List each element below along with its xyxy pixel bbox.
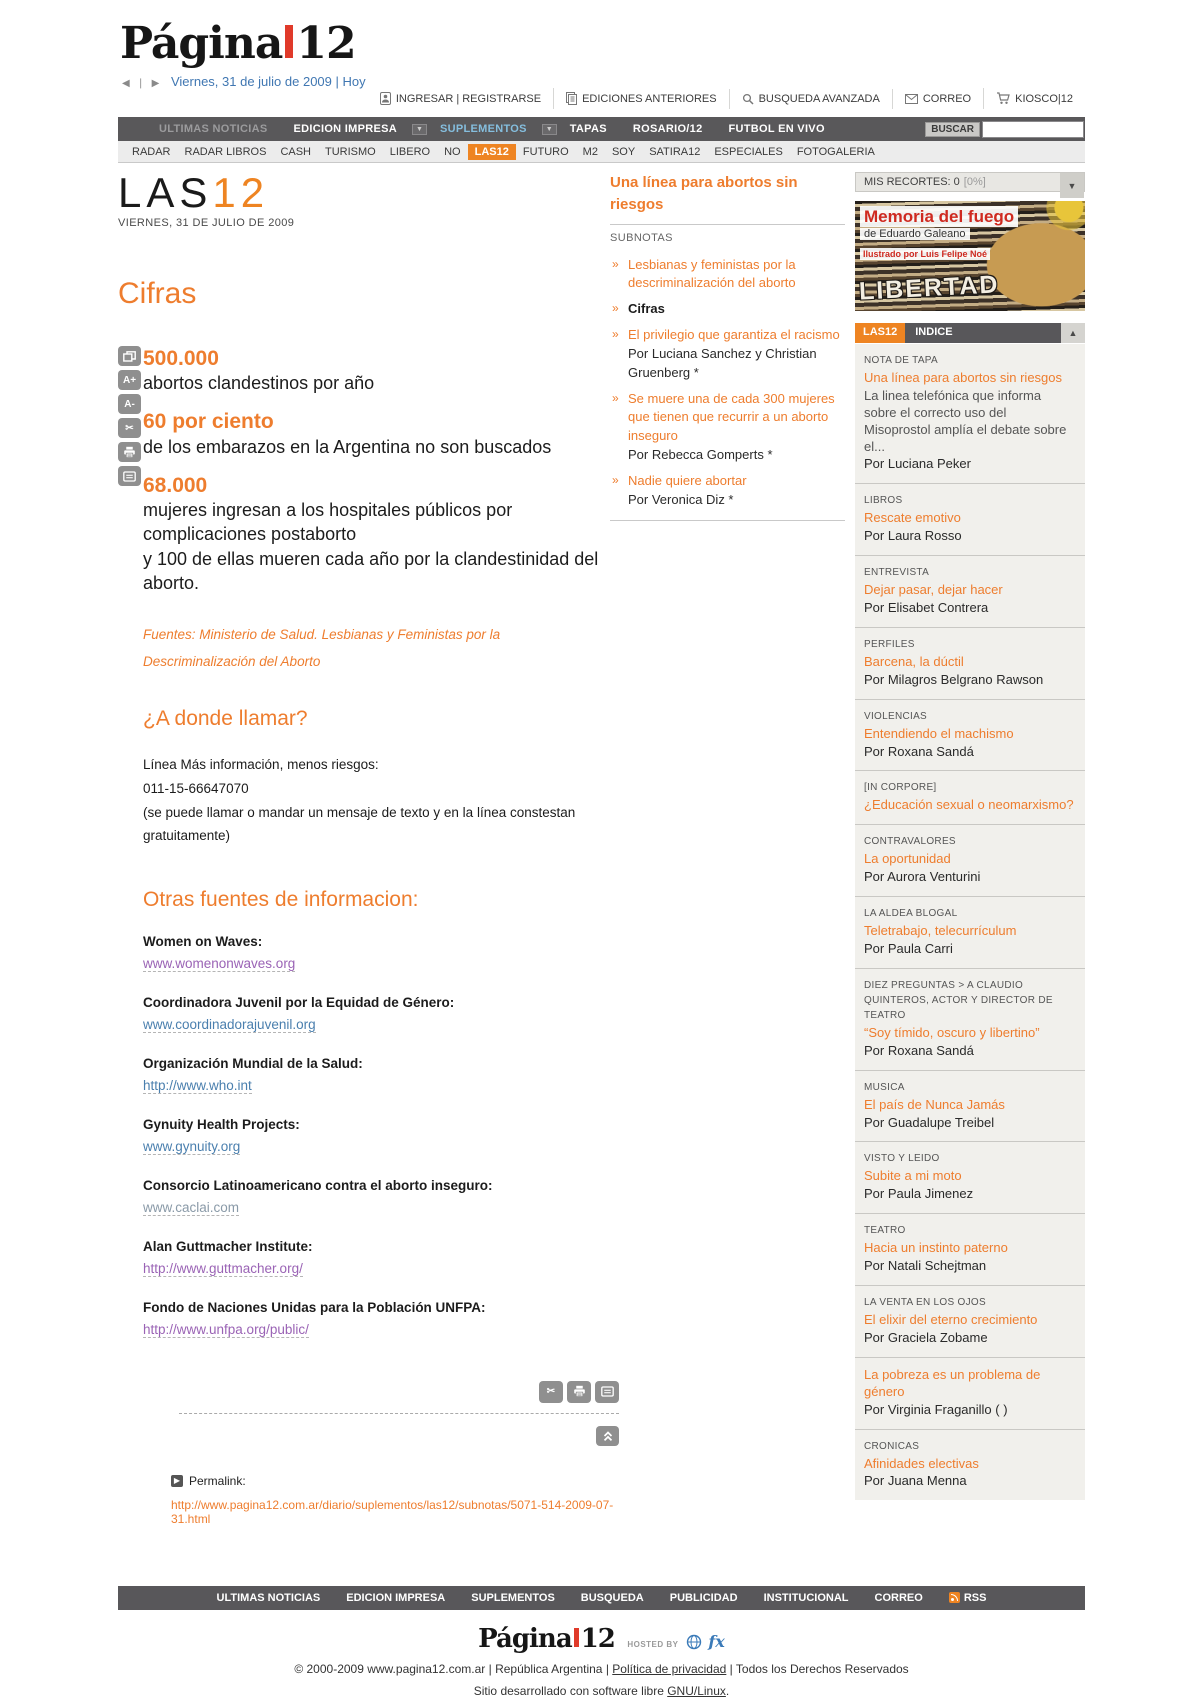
indice-item <box>855 700 1085 772</box>
indice-article-link[interactable]: Subite a mi moto <box>864 1168 962 1184</box>
source-link[interactable]: www.gynuity.org <box>143 1138 241 1154</box>
indice-category: TEATRO <box>864 1225 906 1237</box>
indice-author: Por Luciana Peker <box>864 456 971 472</box>
dev-text: . <box>725 1683 730 1698</box>
source-item <box>143 1056 619 1095</box>
permalink-row <box>171 1474 619 1488</box>
nav-rosario12[interactable]: ROSARIO/12 <box>632 123 703 135</box>
indice-article-link[interactable]: “Soy tímido, oscuro y libertino” <box>864 1024 1040 1040</box>
ad-illustrator-credit: Ilustrado por Luis Felipe Noé <box>860 248 990 260</box>
subnotas-column <box>610 172 845 1526</box>
nav-futbol-en-vivo[interactable]: FUTBOL EN VIVO <box>728 123 825 135</box>
mail-link[interactable]: CORREO <box>892 89 983 109</box>
dev-text: Sitio desarrollado con software libre <box>473 1683 668 1698</box>
indice-author: Por Aurora Venturini <box>864 869 981 885</box>
stat-2-number: 60 por ciento <box>143 410 274 434</box>
source-link[interactable]: http://www.unfpa.org/public/ <box>143 1321 309 1337</box>
open-window-button[interactable] <box>118 346 141 366</box>
indice-item <box>855 825 1085 897</box>
source-item <box>143 934 619 973</box>
indice-author: Por Roxana Sandá <box>864 743 974 759</box>
indice-author: Por Natali Schejtman <box>864 1258 987 1274</box>
indice-desc: La linea telefónica que informa sobre el correcto uso del Misoprostol amplía el debate sobre el... <box>864 387 1067 454</box>
window-icon <box>123 351 136 362</box>
indice-article-link[interactable]: Barcena, la dúctil <box>864 653 964 669</box>
subnav-radar-libros[interactable]: RADAR LIBROS <box>184 145 267 158</box>
indice-article-link[interactable]: Hacia un instinto paterno <box>864 1240 1008 1256</box>
divider <box>610 520 845 521</box>
mis-recortes-label: MIS RECORTES: 0 <box>864 176 960 188</box>
subnota-link[interactable]: El privilegio que garantiza el racismo <box>628 327 840 343</box>
indice-category: MUSICA <box>864 1081 905 1093</box>
llamar-line-1: Línea Más información, menos riesgos: <box>143 757 379 773</box>
indice-author: Por Roxana Sandá <box>864 1042 974 1058</box>
subnota-current: Cifras <box>628 301 665 317</box>
nav-tapas[interactable]: TAPAS <box>569 123 607 135</box>
footer-institucional[interactable]: INSTITUCIONAL <box>763 1591 849 1604</box>
llamar-info <box>143 753 619 848</box>
source-label: Women on Waves: <box>143 933 263 949</box>
subnota-item <box>610 326 845 383</box>
clip-button[interactable] <box>118 418 141 438</box>
mis-recortes-bar <box>855 172 1085 192</box>
edition-date[interactable]: Viernes, 31 de julio de 2009 <box>170 74 332 89</box>
footer-busqueda[interactable]: BUSQUEDA <box>580 1591 644 1604</box>
subnav-libero[interactable]: LIBERO <box>389 145 431 158</box>
permalink-url[interactable]: http://www.pagina12.com.ar/diario/suplementos/las12/subnotas/5071-514-2009-07-31.html <box>171 1497 614 1526</box>
indice-category: DIEZ PREGUNTAS > A CLAUDIO QUINTEROS, ACTOR Y DIRECTOR DE TEATRO <box>864 979 1053 1021</box>
host-name[interactable]: fx <box>708 1631 725 1651</box>
cart-icon <box>996 92 1010 105</box>
bullet-icon: » <box>612 390 619 405</box>
sources-note: Fuentes: Ministerio de Salud. Lesbianas y Feministas por la Descriminalización del Aborto <box>143 627 501 670</box>
footer-suplementos[interactable]: SUPLEMENTOS <box>471 1591 555 1604</box>
bullet-icon: » <box>612 256 619 271</box>
indice-category: NOTA DE TAPA <box>864 355 938 366</box>
supplements-nav <box>118 141 1085 163</box>
stat-2-text: de los embarazos en la Argentina no son buscados <box>143 436 552 457</box>
indice-item <box>855 1430 1085 1501</box>
font-increase-button[interactable]: A+ <box>118 370 141 390</box>
indice-article-link[interactable]: Dejar pasar, dejar hacer <box>864 582 1003 598</box>
indice-article-link[interactable]: Rescate emotivo <box>864 510 961 526</box>
indice-collapse-button[interactable]: ▲ <box>1061 323 1085 343</box>
indice-article-link[interactable]: Una línea para abortos sin riesgos <box>864 370 1063 385</box>
nav-edicion-impresa[interactable]: EDICION IMPRESA <box>293 123 397 135</box>
subnav-futuro[interactable]: FUTURO <box>522 145 569 158</box>
stat-3-number: 68.000 <box>143 473 208 497</box>
printer-icon <box>123 446 136 459</box>
indice-las12-tab: LAS12 <box>855 323 905 343</box>
search-input[interactable] <box>982 121 1084 138</box>
indice-item <box>855 771 1085 825</box>
source-link[interactable]: www.womenonwaves.org <box>143 955 296 971</box>
subnotas-list <box>610 256 845 510</box>
indice-list <box>855 343 1085 1500</box>
printer-icon <box>573 1385 586 1398</box>
indice-author: Por Graciela Zobame <box>864 1329 988 1345</box>
source-item <box>143 995 619 1034</box>
kiosco-link[interactable]: KIOSCO|12 <box>983 88 1085 109</box>
subnota-item <box>610 390 845 465</box>
footer-logo-row <box>118 1624 1085 1654</box>
indice-author: Por Paula Jimenez <box>864 1186 974 1202</box>
subnota-author: Por Luciana Sanchez y Christian Gruenberg * <box>628 345 817 380</box>
date-separator: | <box>335 74 343 89</box>
subnota-item <box>610 256 845 294</box>
subnota-link[interactable]: Lesbianas y feministas por la descriminalización del aborto <box>628 256 796 291</box>
las12-logo: LAS12 <box>118 169 270 216</box>
source-label: Consorcio Latinoamericano contra el aborto inseguro: <box>143 1177 493 1193</box>
privacy-policy-link[interactable]: Política de privacidad <box>612 1661 727 1676</box>
indice-article-link[interactable]: Entendiendo el machismo <box>864 725 1014 741</box>
article-tools <box>118 346 141 1526</box>
subnav-fotogaleria[interactable]: FOTOGALERIA <box>796 145 875 158</box>
indice-item <box>855 628 1085 700</box>
indice-item <box>855 897 1085 969</box>
source-item <box>143 1239 619 1278</box>
rss-icon <box>949 1592 960 1603</box>
indice-category: VIOLENCIAS <box>864 710 928 722</box>
indice-article-link[interactable]: Afinidades electivas <box>864 1455 979 1471</box>
pagina12-footer-logo[interactable]: Página 12 <box>478 1623 615 1654</box>
indice-item <box>855 484 1085 556</box>
host-globe-icon <box>686 1634 702 1650</box>
print-button[interactable] <box>567 1381 591 1403</box>
print-button[interactable] <box>118 442 141 462</box>
gnu-linux-link[interactable]: GNU/Linux <box>667 1683 726 1698</box>
indice-article-link[interactable]: Teletrabajo, telecurrículum <box>864 923 1017 939</box>
mis-recortes-percent: [0%] <box>963 176 986 188</box>
subnotas-label: SUBNOTAS <box>610 231 673 244</box>
footer-publicidad[interactable]: PUBLICIDAD <box>669 1591 738 1604</box>
source-label: Fondo de Naciones Unidas para la Población UNFPA: <box>143 1299 486 1315</box>
otras-fuentes-heading: Otras fuentes de informacion: <box>143 887 419 911</box>
indice-category: CRONICAS <box>864 1440 920 1452</box>
supplement-date: VIERNES, 31 DE JULIO DE 2009 <box>118 217 295 229</box>
logo-red-bar <box>574 1628 579 1647</box>
indice-author: Por Laura Rosso <box>864 528 962 544</box>
footer-rss: RSS <box>949 1592 987 1604</box>
article-column <box>118 169 614 1526</box>
footer-dev-note <box>118 1684 1085 1698</box>
edition-prev-next-arrows[interactable]: ◀ ❘ ▶ <box>122 78 162 89</box>
indice-author: Por Guadalupe Treibel <box>864 1114 995 1130</box>
date-row <box>118 74 1085 89</box>
today-link[interactable]: Hoy <box>342 74 366 89</box>
subnav-soy[interactable]: SOY <box>611 145 636 158</box>
footer-correo[interactable]: CORREO <box>874 1591 923 1604</box>
editions-icon <box>566 92 577 105</box>
indice-category: LIBROS <box>864 495 903 507</box>
article-body <box>141 346 619 1526</box>
ad-title: Memoria del fuego <box>860 206 1018 227</box>
stat-1-number: 500.000 <box>143 347 219 370</box>
mail-icon <box>905 94 918 104</box>
font-decrease-button[interactable]: A- <box>118 394 141 414</box>
footer-ultimas-noticias[interactable]: ULTIMAS NOTICIAS <box>216 1591 321 1604</box>
indice-category: VISTO Y LEIDO <box>864 1153 940 1165</box>
stat-1 <box>143 346 619 395</box>
email-article-button[interactable] <box>118 466 141 486</box>
ad-author: de Eduardo Galeano <box>860 228 970 240</box>
main-nav <box>118 117 1085 141</box>
advanced-search-link[interactable]: BUSQUEDA AVANZADA <box>729 89 892 109</box>
bullet-icon: » <box>612 472 619 487</box>
footer-copyright <box>118 1662 1085 1676</box>
footer-edicion-impresa[interactable]: EDICION IMPRESA <box>346 1591 446 1604</box>
clip-button[interactable] <box>539 1381 563 1403</box>
utility-nav <box>368 88 1085 109</box>
subnav-no[interactable]: NO <box>444 145 461 158</box>
nav-suplementos[interactable]: SUPLEMENTOS <box>439 123 527 135</box>
site-header <box>118 0 1085 117</box>
indice-item <box>855 1286 1085 1358</box>
stat-1-text: abortos clandestinos por año <box>143 373 375 394</box>
indice-label-tab: INDICE <box>905 323 1061 343</box>
indice-item <box>855 1142 1085 1214</box>
stat-2 <box>143 409 619 458</box>
note-icon <box>123 471 136 482</box>
subnav-cash[interactable]: CASH <box>280 145 311 158</box>
indice-author: Por Juana Menna <box>864 1473 967 1489</box>
subnav-especiales[interactable]: ESPECIALES <box>714 145 783 158</box>
source-item <box>143 1178 619 1217</box>
article-title: Cifras <box>118 277 197 310</box>
subnota-item <box>610 472 845 510</box>
hosted-by-label: HOSTED BY <box>627 1639 679 1649</box>
source-label: Alan Guttmacher Institute: <box>143 1238 313 1254</box>
recortes-dropdown-button[interactable]: ▼ <box>1060 173 1084 198</box>
indice-author: Por Virginia Fraganillo ( ) <box>864 1401 1008 1417</box>
indice-author: Por Milagros Belgrano Rawson <box>864 671 1044 687</box>
scissors-icon: ✂ <box>546 1386 556 1398</box>
indice-category: [IN CORPORE] <box>864 782 937 794</box>
subnota-link[interactable]: Nadie quiere abortar <box>628 472 747 488</box>
indice-item <box>855 1214 1085 1286</box>
logo-red-bar <box>285 25 293 58</box>
search-icon <box>742 93 754 105</box>
indice-item <box>855 556 1085 628</box>
stat-3-text: mujeres ingresan a los hospitales públicos por complicaciones postaborto <box>143 500 513 545</box>
subnav-satira12[interactable]: SATIRA12 <box>649 145 701 158</box>
source-item <box>143 1117 619 1156</box>
footer-nav <box>118 1586 1085 1610</box>
indice-item <box>855 1071 1085 1143</box>
share-row <box>179 1381 619 1414</box>
user-icon <box>380 92 391 105</box>
llamar-line-3: (se puede llamar o mandar un mensaje de texto y en la línea constestan gratuitamente) <box>143 804 576 844</box>
bullet-icon: » <box>612 301 619 316</box>
search-button[interactable]: BUSCAR <box>925 122 980 137</box>
subnav-m2[interactable]: M2 <box>582 145 598 158</box>
share-block <box>179 1381 619 1446</box>
source-link[interactable]: http://www.who.int <box>143 1077 252 1093</box>
llamar-phone: 011-15-66647070 <box>143 780 249 796</box>
nav-ultimas-noticias[interactable]: ULTIMAS NOTICIAS <box>159 123 268 135</box>
subnav-radar[interactable]: RADAR <box>132 145 171 158</box>
logo-text-left: Página <box>120 18 283 69</box>
subnota-link[interactable]: Se muere una de cada 300 mujeres que tienen que recurrir a un aborto inseguro <box>628 390 835 444</box>
previous-editions-link[interactable]: EDICIONES ANTERIORES <box>553 88 728 109</box>
source-item <box>143 1300 619 1339</box>
permalink-label: Permalink: <box>189 1473 246 1488</box>
subnav-las12-active[interactable]: LAS12 <box>468 144 516 160</box>
bullet-icon: » <box>612 327 619 342</box>
source-label: Gynuity Health Projects: <box>143 1116 300 1132</box>
login-register-link[interactable]: INGRESAR | REGISTRARSE <box>368 88 553 109</box>
source-label: Coordinadora Juvenil por la Equidad de Género: <box>143 994 455 1010</box>
indice-category: LA VENTA EN LOS OJOS <box>864 1297 986 1309</box>
indice-item <box>855 1358 1085 1430</box>
indice-article-link[interactable]: ¿Educación sexual o neomarxismo? <box>864 797 1074 813</box>
indice-article-link[interactable]: La pobreza es un problema de género <box>864 1366 1041 1399</box>
pagina12-logo[interactable] <box>118 0 1085 69</box>
indice-article-link[interactable]: La oportunidad <box>864 851 951 867</box>
logo-text-right: 12 <box>296 18 356 69</box>
source-link[interactable]: http://www.guttmacher.org/ <box>143 1260 303 1276</box>
sidebar <box>855 172 1085 1526</box>
copyright-text: | Todos los Derechos Reservados <box>726 1661 909 1676</box>
indice-item <box>855 969 1085 1071</box>
subnav-turismo[interactable]: TURISMO <box>325 145 376 158</box>
subnota-author: Por Veronica Diz * <box>628 491 734 507</box>
llamar-heading: ¿A donde llamar? <box>143 707 308 731</box>
edicion-impresa-dropdown-icon[interactable]: ▼ <box>412 124 427 135</box>
subnota-author: Por Rebecca Gomperts * <box>628 447 773 463</box>
book-ad-banner[interactable] <box>855 201 1085 311</box>
stat-3 <box>143 473 619 595</box>
subnota-item-current <box>610 300 845 319</box>
indice-category: CONTRAVALORES <box>864 836 956 848</box>
indice-author: Por Paula Carri <box>864 941 953 957</box>
permalink-icon: ▶ <box>171 1475 183 1487</box>
indice-author: Por Elisabet Contrera <box>864 600 989 616</box>
indice-category: ENTREVISTA <box>864 567 930 579</box>
indice-article-link[interactable]: El elixir del eterno crecimiento <box>864 1312 1038 1328</box>
source-link[interactable]: www.coordinadorajuvenil.org <box>143 1016 316 1032</box>
ad-artwork-text: LIBERTAD <box>858 270 1001 306</box>
scissors-icon: ✂ <box>125 422 134 434</box>
suplementos-dropdown-icon[interactable]: ▼ <box>542 124 557 135</box>
indice-header <box>855 323 1085 343</box>
indice-item <box>855 344 1085 484</box>
indice-article-link[interactable]: El país de Nunca Jamás <box>864 1096 1005 1112</box>
source-link[interactable]: www.caclai.com <box>143 1199 240 1215</box>
parent-article-link[interactable]: Una línea para abortos sin riesgos <box>610 172 845 225</box>
indice-category: PERFILES <box>864 638 915 650</box>
stat-3-text-2: y 100 de ellas mueren cada año por la clandestinidad del aborto. <box>143 548 599 594</box>
source-label: Organización Mundial de la Salud: <box>143 1055 363 1071</box>
indice-category: LA ALDEA BLOGAL <box>864 908 958 920</box>
copyright-text: © 2000-2009 www.pagina12.com.ar | República Argentina | <box>294 1661 613 1676</box>
